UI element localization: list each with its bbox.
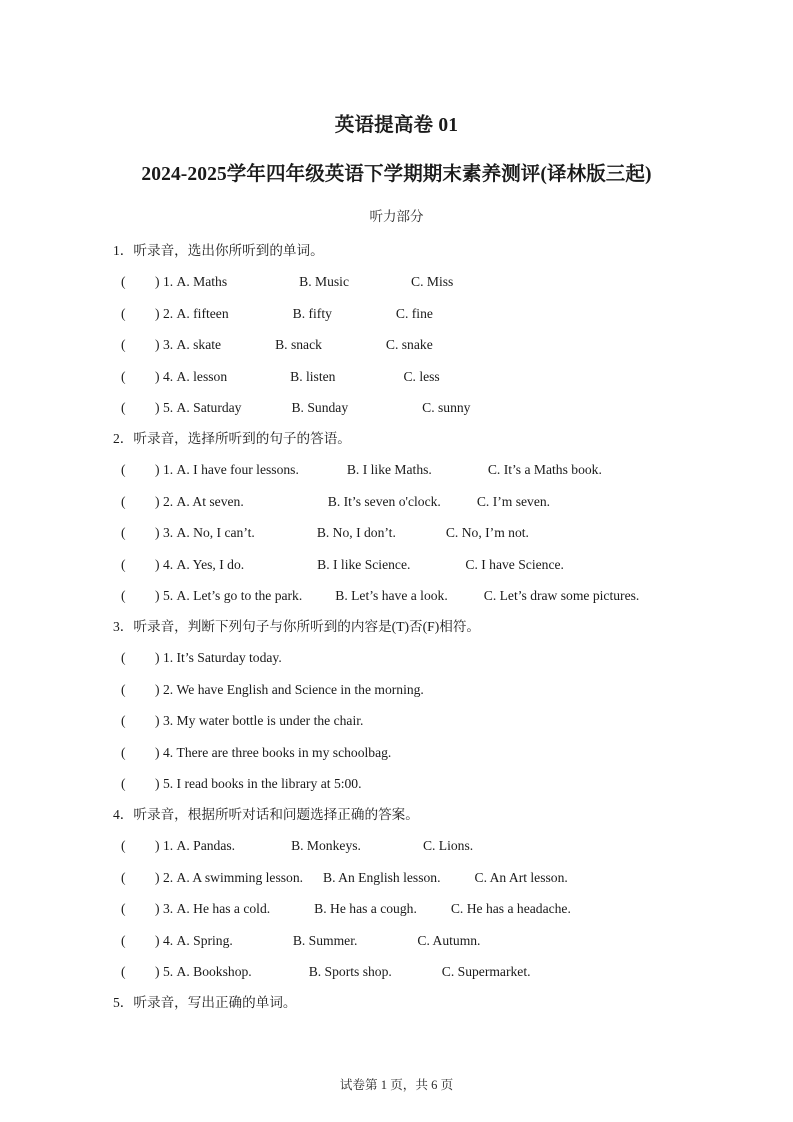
question-item <box>113 642 713 674</box>
answer-option[interactable]: My water bottle is under the chair. <box>176 713 364 729</box>
answer-option[interactable]: B. I like Maths. <box>346 461 432 477</box>
answer-option[interactable]: B. No, I don’t. <box>316 525 396 541</box>
answer-option[interactable]: C. Let’s draw some pictures. <box>483 588 640 604</box>
item-index: 3. <box>162 713 177 729</box>
question-item <box>113 580 713 612</box>
answer-blank[interactable]: ( <box>121 588 126 604</box>
item-index: 4. <box>162 744 177 760</box>
answer-blank-close: ) <box>155 337 163 353</box>
answer-blank[interactable]: ( <box>121 525 126 541</box>
answer-option[interactable]: A. No, I can’t. <box>176 525 255 541</box>
answer-option[interactable]: C. It’s a Maths book. <box>487 461 602 477</box>
answer-option[interactable]: C. I’m seven. <box>476 493 551 509</box>
answer-option[interactable]: C. Miss <box>411 274 454 289</box>
answer-blank-close: ) <box>155 649 163 665</box>
answer-option[interactable]: B. fifty <box>292 305 332 321</box>
answer-option[interactable]: A. Spring. <box>176 932 233 948</box>
answer-blank[interactable]: ( <box>121 368 126 384</box>
answer-option[interactable]: C. snake <box>385 337 433 353</box>
question-heading <box>113 800 713 830</box>
answer-option[interactable]: A. Bookshop. <box>176 964 252 980</box>
answer-blank-close: ) <box>155 713 163 729</box>
answer-blank[interactable]: ( <box>121 744 126 760</box>
question-block <box>113 988 713 1018</box>
answer-blank-close: ) <box>155 869 163 885</box>
item-index: 2. <box>162 681 177 697</box>
answer-option[interactable]: A. skate <box>176 337 222 353</box>
answer-option[interactable]: C. Supermarket. <box>441 964 531 980</box>
answer-option[interactable]: A. Let’s go to the park. <box>176 588 303 604</box>
question-item <box>113 266 713 298</box>
answer-blank[interactable]: ( <box>121 274 126 289</box>
answer-option[interactable]: B. Sports shop. <box>308 964 392 980</box>
question-number: 1． <box>113 243 134 258</box>
answer-option[interactable]: C. sunny <box>422 400 471 416</box>
answer-blank-close: ) <box>155 964 163 980</box>
answer-option[interactable]: C. No, I’m not. <box>445 525 529 541</box>
answer-blank-close: ) <box>155 588 163 604</box>
question-item <box>113 454 713 486</box>
answer-option[interactable]: It’s Saturday today. <box>176 649 282 665</box>
answer-option[interactable]: B. Music <box>299 274 349 289</box>
item-index: 4. <box>162 932 177 948</box>
answer-option[interactable]: There are three books in my schoolbag. <box>176 744 392 760</box>
item-index: 1. <box>162 837 177 853</box>
question-number: 2． <box>113 430 134 446</box>
answer-blank[interactable]: ( <box>121 901 126 917</box>
answer-option[interactable]: A. I have four lessons. <box>176 461 299 477</box>
question-item <box>113 925 713 957</box>
answer-option[interactable]: B. Let’s have a look. <box>335 588 448 604</box>
question-item <box>113 361 713 393</box>
question-block <box>113 236 713 424</box>
answer-option[interactable]: C. An Art lesson. <box>474 869 568 885</box>
answer-blank[interactable]: ( <box>121 713 126 729</box>
answer-blank-close: ) <box>155 400 163 416</box>
item-index: 5. <box>162 588 177 604</box>
question-item <box>113 674 713 706</box>
item-index: 2. <box>162 305 177 321</box>
item-index: 5. <box>162 400 177 416</box>
answer-option[interactable]: C. I have Science. <box>465 556 564 572</box>
answer-option[interactable]: B. An English lesson. <box>323 869 441 885</box>
question-item <box>113 298 713 330</box>
answer-option[interactable]: B. snack <box>275 337 322 353</box>
item-index: 5. <box>162 776 177 792</box>
page-title: 英语提高卷 01 <box>334 115 459 136</box>
question-block <box>113 612 713 800</box>
question-item <box>113 956 713 988</box>
question-heading <box>113 236 713 266</box>
question-item <box>113 768 713 800</box>
item-index: 2. <box>162 493 177 509</box>
question-item <box>113 737 713 769</box>
answer-option[interactable]: A. Saturday <box>176 400 242 416</box>
question-item <box>113 830 713 862</box>
answer-option[interactable]: A. He has a cold. <box>176 901 271 917</box>
answer-blank-close: ) <box>155 493 163 509</box>
answer-blank-close: ) <box>155 901 163 917</box>
question-heading-text: 听录音，根据所听对话和问题选择正确的答案。 <box>133 806 419 822</box>
item-index: 5. <box>162 964 177 980</box>
answer-blank[interactable]: ( <box>121 461 126 477</box>
section-banner-listening: 听力部分 <box>369 209 424 224</box>
answer-blank-close: ) <box>155 368 163 384</box>
answer-option[interactable]: C. Lions. <box>422 837 474 853</box>
item-index: 2. <box>162 869 177 885</box>
answer-blank-close: ) <box>155 556 163 572</box>
answer-option[interactable]: A. Maths <box>176 274 228 289</box>
answer-option[interactable]: B. listen <box>290 368 336 384</box>
item-index: 4. <box>162 556 177 572</box>
question-item <box>113 862 713 894</box>
question-item <box>113 549 713 581</box>
answer-blank-close: ) <box>155 461 163 477</box>
answer-option[interactable]: B. Monkeys. <box>291 837 361 853</box>
answer-blank-close: ) <box>155 525 163 541</box>
question-number: 5． <box>113 994 134 1010</box>
question-heading-text: 听录音，判断下列句子与你所听到的内容是(T)否(F)相符。 <box>133 618 481 634</box>
question-block <box>113 800 713 988</box>
question-heading-text: 听录音，选择所听到的句子的答语。 <box>133 430 351 446</box>
answer-option[interactable]: A. Yes, I do. <box>176 556 245 572</box>
answer-option[interactable]: C. fine <box>395 305 433 321</box>
question-item <box>113 517 713 549</box>
answer-blank[interactable]: ( <box>121 837 126 853</box>
answer-option[interactable]: B. Summer. <box>292 932 358 948</box>
answer-blank-close: ) <box>155 837 163 853</box>
answer-blank[interactable]: ( <box>121 556 126 572</box>
answer-blank[interactable]: ( <box>121 337 126 353</box>
answer-option[interactable]: I read books in the library at 5:00. <box>176 776 362 792</box>
answer-option[interactable]: C. He has a headache. <box>450 901 571 917</box>
question-heading <box>113 988 713 1018</box>
answer-option[interactable]: A. lesson <box>176 368 228 384</box>
answer-blank[interactable]: ( <box>121 305 126 321</box>
answer-blank[interactable]: ( <box>121 493 126 509</box>
answer-blank-close: ) <box>155 744 163 760</box>
question-item <box>113 893 713 925</box>
question-item <box>113 705 713 737</box>
item-index: 4. <box>162 368 177 384</box>
question-number: 4． <box>113 806 134 822</box>
item-index: 3. <box>162 901 177 917</box>
question-heading-text: 听录音，选出你所听到的单词。 <box>133 243 324 258</box>
page-subtitle: 2024-2025学年四年级英语下学期期末素养测评(译林版三起) <box>141 164 652 185</box>
answer-option[interactable]: B. I like Science. <box>317 556 411 572</box>
answer-blank-close: ) <box>155 776 163 792</box>
question-list <box>113 236 713 1018</box>
item-index: 1. <box>162 461 177 477</box>
question-heading <box>113 612 713 642</box>
answer-blank[interactable]: ( <box>121 681 126 697</box>
answer-blank-close: ) <box>155 305 163 321</box>
item-index: 1. <box>162 274 177 289</box>
item-index: 1. <box>162 649 177 665</box>
question-block <box>113 424 713 612</box>
answer-blank[interactable]: ( <box>121 649 126 665</box>
answer-option[interactable]: A. At seven. <box>176 493 244 509</box>
answer-option[interactable]: B. It’s seven o'clock. <box>327 493 441 509</box>
answer-option[interactable]: C. Autumn. <box>417 932 481 948</box>
answer-option[interactable]: C. less <box>403 368 440 384</box>
answer-blank[interactable]: ( <box>121 400 126 416</box>
question-item <box>113 392 713 424</box>
answer-blank[interactable]: ( <box>121 964 126 980</box>
question-heading <box>113 424 713 454</box>
item-index: 3. <box>162 337 177 353</box>
answer-option[interactable]: A. fifteen <box>176 305 229 321</box>
page-footer: 试卷第 1 页，共 6 页 <box>339 1078 454 1092</box>
answer-option[interactable]: We have English and Science in the morning. <box>176 681 424 697</box>
answer-blank[interactable]: ( <box>121 776 126 792</box>
question-item <box>113 329 713 361</box>
answer-option[interactable]: A. Pandas. <box>176 837 236 853</box>
question-number: 3． <box>113 618 134 634</box>
question-item <box>113 486 713 518</box>
answer-option[interactable]: B. He has a cough. <box>314 901 417 917</box>
answer-option[interactable]: B. Sunday <box>291 400 349 416</box>
answer-blank-close: ) <box>155 681 163 697</box>
question-heading-text: 听录音，写出正确的单词。 <box>133 994 297 1010</box>
answer-blank-close: ) <box>155 274 163 289</box>
item-index: 3. <box>162 525 177 541</box>
answer-blank-close: ) <box>155 932 163 948</box>
answer-option[interactable]: A. A swimming lesson. <box>176 869 304 885</box>
answer-blank[interactable]: ( <box>121 932 126 948</box>
answer-blank[interactable]: ( <box>121 869 126 885</box>
